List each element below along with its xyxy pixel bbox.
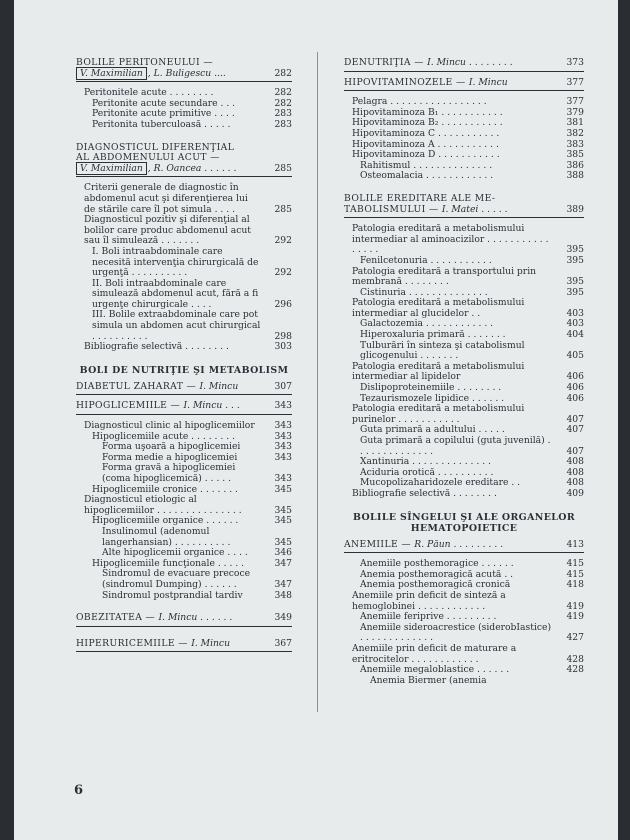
page-ref: 303 [274, 341, 292, 353]
page-ref: 406 [566, 382, 584, 394]
toc-entry-text: Sindromul postprandial tardiv [102, 589, 243, 601]
toc-entry-text: Cistinuria . . . . . . . . . . . . . . [360, 286, 488, 298]
page-ref: 343 [274, 451, 292, 463]
chapter-heading-line [76, 164, 292, 175]
heading-underline [344, 90, 584, 91]
toc-left-column [76, 58, 292, 658]
toc-entry-text: Hipoglicemiile funcţionale . . . . . [92, 557, 245, 569]
chapter-heading-line [344, 205, 584, 216]
page-ref: 285 [274, 162, 292, 174]
page-ref: 428 [566, 664, 584, 676]
chapter-heading-text: BOLILE PERITONEULUI — [76, 57, 213, 68]
chapter-heading-text: AL ABDOMENULUI ACUT — [76, 152, 220, 164]
page-ref: 377 [566, 96, 584, 108]
page-ref: 283 [274, 118, 292, 130]
toc-entry-text: Patologia ereditară a metabolismului purinelor . . . . . . . . . . . [352, 403, 525, 425]
chapter-heading-text: V. Maximilian , R. Oancea . . . . . . [76, 163, 236, 174]
heading-underline [76, 651, 292, 652]
page-ref: 292 [274, 235, 292, 247]
heading-underline [76, 394, 292, 395]
heading-underline [76, 626, 292, 627]
toc-entry-text: Anemiile prin deficit de sinteză a hemoglobinei . . . . . . . . . . . . [352, 589, 506, 612]
page-ref: 347 [274, 578, 292, 590]
chapter-heading-text: DIABETUL ZAHARAT — I. Mincu [76, 380, 239, 392]
chapter-heading-text: BOLILE EREDITARE ALE ME- [344, 192, 496, 204]
toc-entry [76, 527, 292, 548]
page-ref: 395 [566, 286, 584, 298]
toc-entry-text: Hipovitaminoza D . . . . . . . . . . . [352, 149, 500, 161]
toc-entry-text: Xantinuria . . . . . . . . . . . . . . [360, 456, 491, 468]
page-ref: 404 [566, 329, 584, 341]
toc-entry-text: Forma gravă a hipoglicemiei (coma hipoglicemică) . . . . . [102, 462, 236, 484]
page-ref: 343 [274, 400, 292, 412]
toc-entry-text: Fenilcetonuria . . . . . . . . . . . [360, 254, 492, 266]
chapter-heading [344, 78, 584, 92]
page-ref: 407 [566, 445, 584, 457]
chapter-heading [76, 143, 292, 178]
section-group-title: BOLI DE NUTRIŢIE ŞI METABOLISM [79, 364, 289, 376]
toc-entry-text: III. Bolile extraabdominale care pot simula un abdomen acut chirurgical . . . . . . . . . . [92, 309, 261, 342]
page-ref: 343 [274, 473, 292, 484]
page-ref: 403 [566, 307, 584, 319]
page-ref: 413 [566, 538, 584, 550]
page-ref: 386 [566, 159, 584, 171]
toc-entry-text: Anemiile feriprive . . . . . . . . . [360, 611, 497, 623]
page-ref: 383 [566, 138, 584, 150]
column-divider [317, 52, 318, 712]
toc-entry-text: Insulinomul (adenomul langerhansian) . . . . . . . . . . [102, 525, 231, 548]
toc-entry [76, 183, 292, 215]
page-ref: 403 [566, 318, 584, 330]
toc-entry-text: Forma medie a hipoglicemiei [102, 451, 238, 463]
toc-entry [344, 676, 584, 687]
toc-entry-text: II. Boli intraabdominale care simulează abdomenul acut, fără a fi urgenţe chirurgicale . . . . [92, 277, 259, 310]
page-ref: 292 [274, 267, 292, 279]
toc-entry-text: Forma uşoară a hipoglicemiei [102, 441, 241, 453]
page-ref: 385 [566, 149, 584, 161]
page-ref: 282 [274, 67, 292, 79]
toc-entry-text: Peritonite acute primitive . . . . [92, 108, 235, 120]
chapter-heading [76, 613, 292, 627]
toc-entry [76, 495, 292, 516]
heading-underline [344, 217, 584, 218]
page-ref: 408 [566, 477, 584, 489]
toc-entry [344, 171, 584, 182]
toc-entry-text: Anemia Biermer (anemia [370, 674, 487, 686]
toc-entry [76, 247, 292, 279]
page-ref: 406 [566, 371, 584, 383]
spacer [76, 353, 292, 365]
section-group-title: BOLILE SÎNGELUI ŞI ALE ORGANELOR HEMATOPOIETICE [352, 511, 576, 534]
toc-entry-text: Hipoglicemiile acute . . . . . . . . [92, 430, 235, 442]
page-ref: 345 [274, 504, 292, 516]
page-ref: 409 [566, 487, 584, 499]
chapter-heading-text: DENUTRIŢIA — I. Mincu . . . . . . . . [344, 57, 513, 68]
page-number: 6 [74, 783, 84, 798]
chapter-heading-line [76, 613, 292, 624]
toc-entry [344, 267, 584, 288]
toc-entry [344, 362, 584, 383]
toc-entry-text: Pelagra . . . . . . . . . . . . . . . . . [352, 96, 487, 108]
toc-entry-text: Diagnosticul etiologic al hipoglicemiilor . . . . . . . . . . . . . . . [84, 494, 242, 516]
page-ref: 367 [274, 637, 292, 649]
chapter-heading-line [76, 69, 292, 80]
toc-entry [344, 644, 584, 665]
page-ref: 379 [566, 106, 584, 118]
page-ref: 382 [566, 127, 584, 139]
toc-entry [344, 341, 584, 362]
toc-entry-text: Dislipoproteinemiile . . . . . . . . [360, 382, 502, 394]
spacer [344, 500, 584, 512]
toc-entry-text: Patologia ereditară a transportului prin membrană . . . . . . . . [352, 265, 537, 288]
toc-entry [76, 463, 292, 484]
toc-entry [344, 489, 584, 500]
toc-entry-text: Patologia ereditară a metabolismului intermediar al aminoacizilor . . . . . . . . . . . . . . . . [352, 223, 549, 256]
page-ref: 408 [566, 456, 584, 468]
page-ref: 415 [566, 568, 584, 580]
toc-entry-text: I. Boli intraabdominale care necesită intervenţia chirurgicală de urgenţă . . . . . . . . . . [92, 245, 259, 279]
toc-entry-text: Guta primară a adultului . . . . . [360, 424, 505, 436]
page-ref: 296 [274, 298, 292, 310]
page-ref: 345 [274, 515, 292, 527]
chapter-heading-line [76, 639, 292, 650]
toc-entry-text: Rahitismul . . . . . . . . . . . . . . [360, 159, 493, 171]
page-ref: 282 [274, 87, 292, 99]
toc-entry-text: Hipoglicemiile organice . . . . . . [92, 515, 239, 527]
page-ref: 389 [566, 203, 584, 215]
chapter-heading-text: HIPOVITAMINOZELE — I. Mincu [344, 76, 508, 88]
toc-entry-text: Anemiile posthemoragice . . . . . . [360, 558, 514, 570]
toc-entry-text: Mucopolizaharidozele ereditare . . [360, 477, 521, 489]
page-ref: 388 [566, 170, 584, 182]
page-ref: 345 [274, 483, 292, 495]
heading-underline [344, 552, 584, 553]
page-ref: 406 [566, 392, 584, 404]
chapter-heading [344, 540, 584, 554]
toc-entry-text: Anemiile megaloblastice . . . . . . [360, 664, 510, 676]
page-ref: 373 [566, 57, 584, 68]
toc-entry-text: Sindromul de evacuare precoce (sindromul Dumping) . . . . . . [102, 568, 251, 590]
toc-entry-text: Hipovitaminoza B₁ . . . . . . . . . . . [352, 106, 503, 118]
page-ref: 381 [566, 117, 584, 129]
book-page [14, 0, 618, 840]
toc-entry-text: Hipovitaminoza C . . . . . . . . . . . [352, 127, 500, 139]
page-ref: 419 [566, 611, 584, 623]
chapter-heading-line [344, 540, 584, 551]
chapter-heading-text: DIAGNOSTICUL DIFERENŢIAL [76, 141, 235, 153]
chapter-heading [344, 58, 584, 72]
toc-entry-text: Hipovitaminoza A . . . . . . . . . . . [352, 138, 499, 150]
toc-entry-text: Alte hipoglicemii organice . . . . [102, 547, 248, 559]
toc-entry [76, 569, 292, 590]
toc-entry-text: Peritonitele acute . . . . . . . . [84, 87, 214, 99]
page-ref: 347 [274, 557, 292, 569]
chapter-heading-text: V. Maximilian , L. Buligescu .... [76, 68, 226, 79]
page-ref: 407 [566, 413, 584, 425]
toc-entry [76, 310, 292, 342]
page-ref: 282 [274, 97, 292, 109]
page-ref: 346 [274, 547, 292, 559]
page-ref: 395 [566, 276, 584, 288]
toc-entry-text: Anemiile prin deficit de maturare a eritrocitelor . . . . . . . . . . . . [352, 642, 517, 665]
heading-underline [76, 414, 292, 415]
toc-entry-text: Anemia posthemoragică cronică [360, 579, 511, 591]
chapter-heading [76, 639, 292, 653]
chapter-heading-line [76, 401, 292, 412]
chapter-heading-line [76, 382, 292, 393]
heading-underline [76, 176, 292, 177]
chapter-heading-text: TABOLISMULUI — I. Matei . . . . . [344, 203, 508, 215]
page-ref: 307 [274, 380, 292, 392]
page-ref: 395 [566, 254, 584, 266]
toc-entry-text: Hipovitaminoza B₂ . . . . . . . . . . . [352, 117, 503, 129]
chapter-heading-line [344, 58, 584, 69]
chapter-heading-text: HIPERURICEMIILE — I. Mincu [76, 637, 230, 649]
page-ref: 407 [566, 424, 584, 436]
page-ref: 283 [274, 108, 292, 120]
toc-entry-text: Guta primară a copilului (guta juvenilă) . . . . . . . . . . . . . . [360, 435, 551, 457]
toc-entry [76, 120, 292, 131]
page-ref: 285 [274, 203, 292, 215]
toc-entry-text: Tezaurismozele lipidice . . . . . . [360, 392, 505, 404]
toc-entry-text: Peritonite acute secundare . . . [92, 97, 236, 109]
page-ref: 408 [566, 466, 584, 478]
chapter-heading [76, 58, 292, 82]
chapter-heading [344, 194, 584, 218]
toc-entry-text: Tulburări în sinteza şi catabolismul glicogenului . . . . . . . [360, 339, 525, 362]
toc-entry-text: Diagnosticul clinic al hipoglicemiilor [84, 420, 255, 432]
page-ref: 343 [274, 430, 292, 442]
toc-entry-text: Anemia posthemoragică acută . . [360, 568, 514, 580]
chapter-heading-text: HIPOGLICEMIILE — I. Mincu . . . [76, 400, 240, 412]
toc-entry-text: Peritonita tuberculoasă . . . . . [92, 118, 231, 130]
page-ref: 428 [566, 653, 584, 665]
toc-entry-text: Diagnosticul pozitiv şi diferenţial al bolilor care produc abdomenul acut sau îl simulează . . . . . . . [84, 214, 251, 247]
page-ref: 419 [566, 600, 584, 612]
page-ref: 298 [274, 330, 292, 342]
page-ref: 377 [566, 76, 584, 88]
toc-entry-text: Hipoglicemiile cronice . . . . . . . [92, 483, 238, 495]
toc-entry [76, 591, 292, 602]
toc-entry-text: Bibliografie selectivă . . . . . . . . [352, 487, 497, 499]
page-ref: 343 [274, 420, 292, 432]
toc-entry-text: Bibliografie selectivă . . . . . . . . [84, 341, 229, 353]
toc-entry-text: Patologia ereditară a metabolismului intermediar al glucidelor . . [352, 297, 525, 319]
page-ref: 418 [566, 579, 584, 591]
toc-entry [76, 215, 292, 247]
toc-entry [76, 279, 292, 311]
toc-entry-text: Aciduria orotică . . . . . . . . . . [360, 466, 494, 478]
chapter-heading-text: ANEMIILE — R. Păun . . . . . . . . . [344, 538, 504, 550]
toc-entry [344, 224, 584, 256]
chapter-heading-text: OBEZITATEA — I. Mincu . . . . . . [76, 612, 233, 624]
toc-entry [344, 623, 584, 644]
page-ref: 415 [566, 558, 584, 570]
toc-entry-text: Hiperoxaluria primară . . . . . . . [360, 329, 506, 341]
toc-entry [344, 436, 584, 457]
toc-entry [76, 342, 292, 353]
toc-entry [344, 591, 584, 612]
chapter-heading [76, 401, 292, 415]
toc-entry-text: Anemiile sideroacrestice (siderobIastice) . . . . . . . . . . . . . [360, 621, 552, 644]
heading-underline [76, 81, 292, 82]
toc-entry-text: Galactozemia . . . . . . . . . . . . [360, 318, 494, 330]
page-ref: 348 [274, 589, 292, 601]
toc-entry [344, 404, 584, 425]
page-ref: 349 [274, 612, 292, 624]
page-ref: 345 [274, 536, 292, 548]
page-ref: 427 [566, 632, 584, 644]
toc-entry-text: Osteomalacia . . . . . . . . . . . . [360, 170, 494, 182]
page-ref: 343 [274, 441, 292, 453]
page-ref: 395 [566, 244, 584, 256]
toc-right-column [344, 58, 584, 686]
toc-entry [344, 298, 584, 319]
toc-entry-text: Patologia ereditară a metabolismului intermediar al lipidelor [352, 360, 525, 383]
toc-entry-text: Criterii generale de diagnostic în abdomenul acut şi diferenţierea lui de stările care îl pot simula . . . . [84, 182, 248, 215]
page-ref: 405 [566, 350, 584, 362]
heading-underline [344, 71, 584, 72]
chapter-heading-line [344, 78, 584, 89]
chapter-heading [76, 382, 292, 396]
